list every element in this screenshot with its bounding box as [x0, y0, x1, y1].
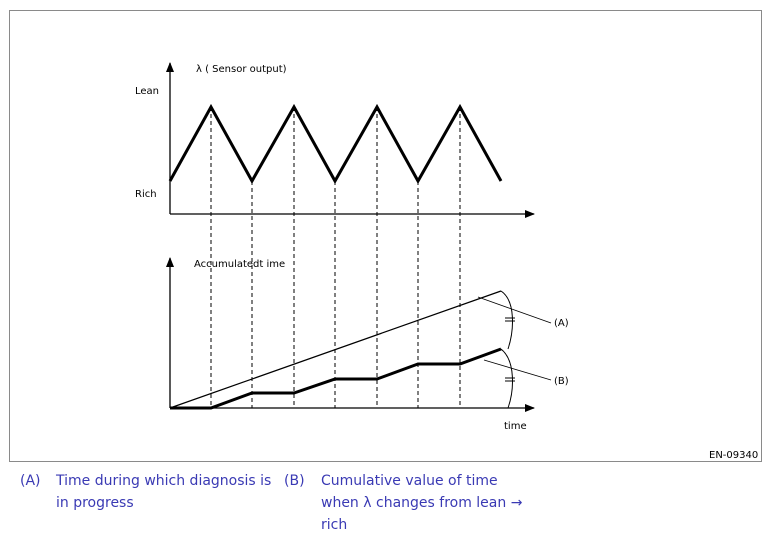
lambda-label: λ ( Sensor output): [196, 64, 287, 75]
figure-frame: [9, 10, 762, 462]
bracket-a: [501, 291, 512, 349]
legend-text-a-line2: in progress: [56, 495, 134, 511]
legend-text-b-line1: Cumulative value of time: [321, 473, 498, 489]
accumulated-time-label: Accumulatedt ime: [194, 259, 286, 270]
leader-line-b: [484, 360, 551, 380]
lean-label: Lean: [135, 86, 160, 97]
legend-text-a-line1: Time during which diagnosis is: [56, 473, 272, 489]
timing-diagram: [10, 11, 763, 463]
legend: [0, 470, 772, 540]
legend-text-b-line3: rich: [321, 517, 348, 533]
leader-line-a: [478, 297, 551, 323]
callout-a-label: (A): [554, 318, 569, 329]
callout-b-label: (B): [554, 376, 569, 387]
bracket-ticks: [505, 318, 515, 381]
rich-label: Rich: [135, 189, 157, 200]
figure-code: EN-09340: [709, 450, 759, 461]
time-axis-label: time: [504, 421, 527, 432]
legend-text-b-line2: when λ changes from lean →: [321, 495, 523, 511]
sensor-output-waveform: [170, 107, 501, 181]
legend-key-a: (A): [20, 473, 41, 489]
legend-key-b: (B): [284, 473, 305, 489]
